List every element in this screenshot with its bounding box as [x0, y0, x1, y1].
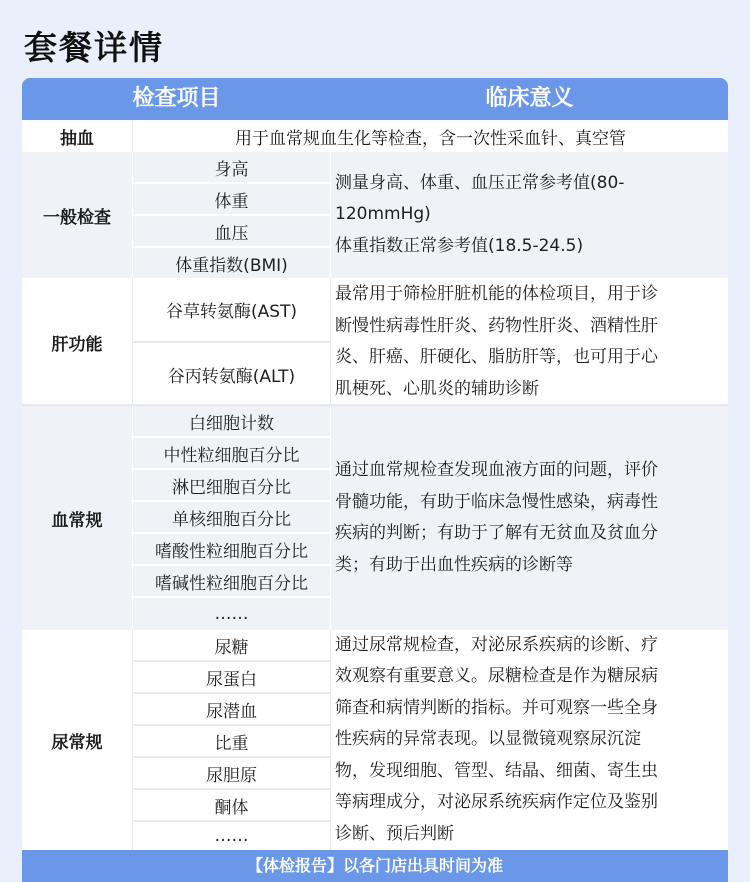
- meaning-text: 用于血常规血生化等检查，含一次性采血针、真空管: [235, 128, 626, 149]
- section-general-exam: [22, 152, 728, 278]
- exam-item: 谷草转氨酶(AST): [165, 302, 298, 322]
- exam-item: 中性粒细胞百分比: [163, 446, 300, 466]
- meaning-cell: [331, 152, 728, 278]
- exam-item: 嗜酸性粒细胞百分比: [155, 542, 308, 562]
- exam-item: 体重: [214, 192, 249, 212]
- table-header: [22, 78, 728, 120]
- page-title: 套餐详情: [24, 28, 164, 67]
- exam-item: ……: [214, 826, 249, 846]
- meaning-text: 通过血常规检查发现血液方面的问题，评价 骨髓功能，有助于临床急慢性感染，病毒性 疾病的判断；有助于了解有无贫血及贫血分 类；有助于出血性疾病的诊断等: [335, 460, 658, 575]
- exam-item: 体重指数(BMI): [175, 255, 288, 276]
- meaning-cell: [331, 630, 728, 850]
- meaning-cell: [331, 406, 728, 630]
- exam-item: 酮体: [214, 798, 249, 818]
- exam-item: 尿蛋白: [206, 670, 257, 690]
- exam-item: 尿胆原: [206, 766, 257, 786]
- exam-item: 比重: [214, 734, 249, 754]
- exam-item: 嗜碱性粒细胞百分比: [155, 574, 308, 594]
- header-item: 检查项目: [132, 86, 221, 111]
- footer-note: 【体检报告】以各门店出具时间为准: [22, 850, 728, 882]
- category-label: 尿常规: [51, 732, 103, 753]
- section-blood-routine: [22, 406, 728, 630]
- category-label: 肝功能: [51, 334, 103, 355]
- exam-item: 白细胞计数: [189, 414, 274, 434]
- exam-item: 尿潜血: [206, 702, 257, 722]
- category-label: 抽血: [60, 128, 94, 149]
- header-meaning: 临床意义: [485, 86, 574, 111]
- meaning-text: 最常用于筛检肝脏机能的体检项目，用于诊 断慢性病毒性肝炎、药物性肝炎、酒精性肝 炎、肝癌、肝硬化、脂肪肝等，也可用于心 肌梗死、心肌炎的辅助诊断: [335, 284, 658, 399]
- exam-item: 血压: [214, 224, 249, 244]
- category-label: 一般检查: [43, 207, 111, 228]
- section-liver-function: [22, 278, 728, 406]
- category-label: 血常规: [51, 510, 103, 531]
- exam-item: 单核细胞百分比: [172, 510, 291, 530]
- section-blood-draw: [22, 120, 728, 152]
- meaning-text: 通过尿常规检查，对泌尿系疾病的诊断、疗 效观察有重要意义。尿糖检查是作为糖尿病 筛查和病情判断的指标。并可观察一些全身 性疾病的异常表现。以显微镜观察尿沉淀 物，发现细胞、管型、结晶、细菌、寄生虫 等病理成分，对泌尿系统疾病作定位及鉴别 诊断、预后判断: [335, 634, 658, 844]
- package-table: [22, 78, 728, 882]
- exam-item: 淋巴细胞百分比: [172, 478, 291, 498]
- exam-item: 尿糖: [214, 638, 249, 658]
- exam-item: 身高: [214, 160, 249, 180]
- meaning-cell: [331, 278, 728, 406]
- section-urine-routine: [22, 630, 728, 850]
- exam-item: ……: [214, 604, 249, 624]
- meaning-text: 测量身高、体重、血压正常参考值(80- 120mmHg) 体重指数正常参考值(18.5-24.5): [335, 172, 625, 256]
- exam-item: 谷丙转氨酶(ALT): [167, 367, 296, 387]
